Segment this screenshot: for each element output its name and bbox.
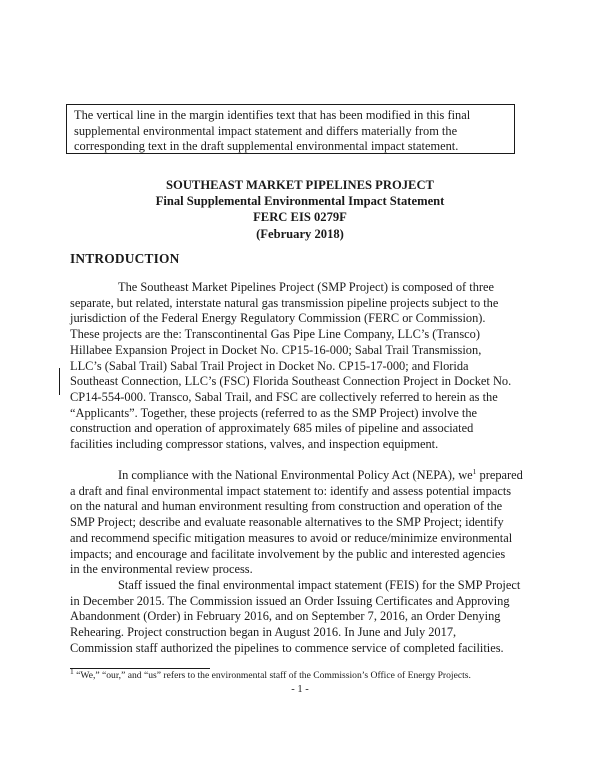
text-line: These projects are the: Transcontinental Gas Pipe Line Company, LLC’s (Transco) — [70, 327, 480, 342]
document-type: Final Supplemental Environmental Impact Statement — [155, 194, 445, 209]
text-line: in December 2015. The Commission issued an Order Issuing Certificates and Approving — [70, 593, 510, 608]
text-line — [70, 468, 532, 484]
docket-id: FERC EIS 0279F — [253, 210, 347, 225]
notice-line: corresponding text in the draft supplemental environmental impact statement. — [74, 139, 459, 154]
footnote — [70, 666, 471, 682]
text-line: Commission staff authorized the pipelines to commence service of completed facilities. — [70, 640, 504, 655]
footnote-divider — [70, 668, 210, 669]
text-line: SMP Project; describe and evaluate reasonable alternatives to the SMP Project; identify — [70, 515, 504, 530]
text-line: Abandonment (Order) in February 2016, and on September 7, 2016, an Order Denying — [70, 609, 501, 624]
text-line: separate, but related, interstate natural gas transmission pipeline projects subject to the — [70, 295, 499, 310]
project-name: SOUTHEAST MARKET PIPELINES PROJECT — [166, 178, 434, 192]
footnote-text: “We,” “our,” and “us” refers to the environmental staff of the Commission’s Office of Energy Projects. — [73, 670, 471, 681]
text-line: facilities including compressor stations, valves, and inspection equipment. — [70, 437, 439, 452]
text-line: The Southeast Market Pipelines Project (SMP Project) is composed of three — [118, 280, 495, 294]
text-line: Southeast Connection, LLC’s (FSC) Florida Southeast Connection Project in Docket No. — [70, 374, 512, 389]
text-line: Hillabee Expansion Project in Docket No. CP15-16-000; Sabal Trail Transmission, — [70, 342, 482, 357]
document-date: (February 2018) — [256, 226, 344, 241]
footnote-reference: 1 — [472, 466, 477, 476]
text-line: LLC’s (Sabal Trail) Sabal Trail Project in Docket No. CP15-17-000; and Florida — [70, 358, 469, 373]
text-line: in the environmental review process. — [70, 562, 253, 577]
page-number: - 1 - — [291, 684, 309, 695]
text-line: a draft and final environmental impact statement to: identify and assess potential impacts — [70, 483, 512, 498]
text-line: CP14-554-000. Transco, Sabal Trail, and FSC are collectively referred to herein as the — [70, 389, 498, 404]
section-heading: INTRODUCTION — [70, 251, 180, 266]
notice-line: The vertical line in the margin identifies text that has been modified in this final — [74, 108, 471, 122]
revision-margin-line — [59, 368, 60, 395]
text-line: Rehearing. Project construction began in August 2016. In June and July 2017, — [70, 625, 457, 640]
text-line: construction and operation of approximately 685 miles of pipeline and associated — [70, 421, 474, 436]
footnote-marker: 1 — [70, 666, 74, 676]
text-line: impacts; and encourage and facilitate involvement by the public and interested agencies — [70, 546, 506, 561]
text-fragment: prepared — [476, 468, 523, 482]
text-line: “Applicants”. Together, these projects (referred to as the SMP Project) involve the — [70, 405, 478, 420]
paragraph-project-description — [70, 280, 532, 453]
text-line: Staff issued the final environmental impact statement (FEIS) for the SMP Project — [118, 578, 521, 592]
text-line: and recommend specific mitigation measures to avoid or reduce/minimize environmental — [70, 530, 513, 545]
text-fragment: In compliance with the National Environmental Policy Act (NEPA), we — [118, 468, 473, 482]
revision-notice-box — [66, 104, 515, 154]
paragraph-nepa-compliance — [70, 468, 532, 578]
text-line: jurisdiction of the Federal Energy Regulatory Commission (FERC or Commission). — [70, 311, 486, 326]
text-line: on the natural and human environment resulting from construction and operation of the — [70, 499, 503, 514]
paragraph-staff-history — [70, 578, 532, 657]
document-title — [0, 177, 600, 242]
notice-line: supplemental environmental impact statement and differs materially from the — [74, 123, 458, 138]
